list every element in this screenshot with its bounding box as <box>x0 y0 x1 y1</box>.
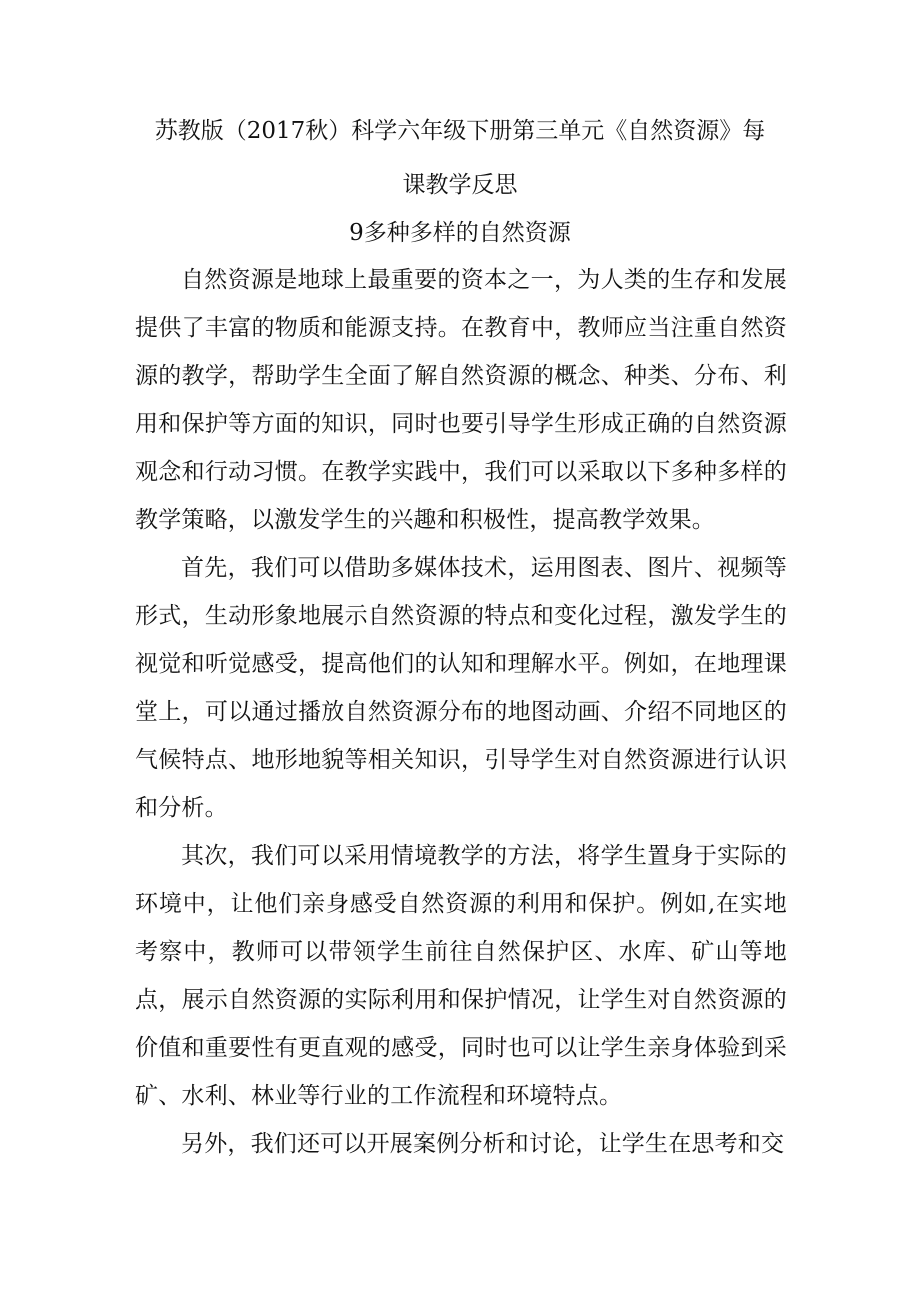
paragraph-2-block <box>135 544 787 832</box>
paragraph-1-block <box>135 256 787 544</box>
paragraph: 首先，我们可以借助多媒体技术，运用图表、图片、视频等形式，生动形象地展示自然资源的特点和变化过程，激发学生的视觉和听觉感受，提高他们的认知和理解水平。例如，在地理课堂上，可以通过播放自然资源分布的地图动画、介绍不同地区的气候特点、地形地貌等相关知识，引导学生对自然资源进行认识和分析。 <box>135 555 787 821</box>
section-title: 9多种多样的自然资源 <box>349 220 571 246</box>
document-title-line-2: 课教学反思 <box>402 172 518 198</box>
paragraph-3-block <box>135 832 787 1120</box>
document-title-line-1: 苏教版（2017秋）科学六年级下册第三单元《自然资源》每 <box>154 118 766 144</box>
paragraph: 另外，我们还可以开展案例分析和讨论，让学生在思考和交 <box>181 1131 785 1157</box>
paragraph-4-block <box>135 1120 787 1168</box>
paragraph: 自然资源是地球上最重要的资本之一，为人类的生存和发展提供了丰富的物质和能源支持。在教育中，教师应当注重自然资源的教学，帮助学生全面了解自然资源的概念、种类、分布、利用和保护等方面的知识，同时也要引导学生形成正确的自然资源观念和行动习惯。在教学实践中，我们可以采取以下多种多样的教学策略，以激发学生的兴趣和积极性，提高教学效果。 <box>135 267 787 533</box>
paragraph: 其次，我们可以采用情境教学的方法，将学生置身于实际的环境中，让他们亲身感受自然资源的利用和保护。例如,在实地考察中，教师可以带领学生前往自然保护区、水库、矿山等地点，展示自然资源的实际利用和保护情况，让学生对自然资源的价值和重要性有更直观的感受，同时也可以让学生亲身体验到采矿、水利、林业等行业的工作流程和环境特点。 <box>135 843 787 1109</box>
